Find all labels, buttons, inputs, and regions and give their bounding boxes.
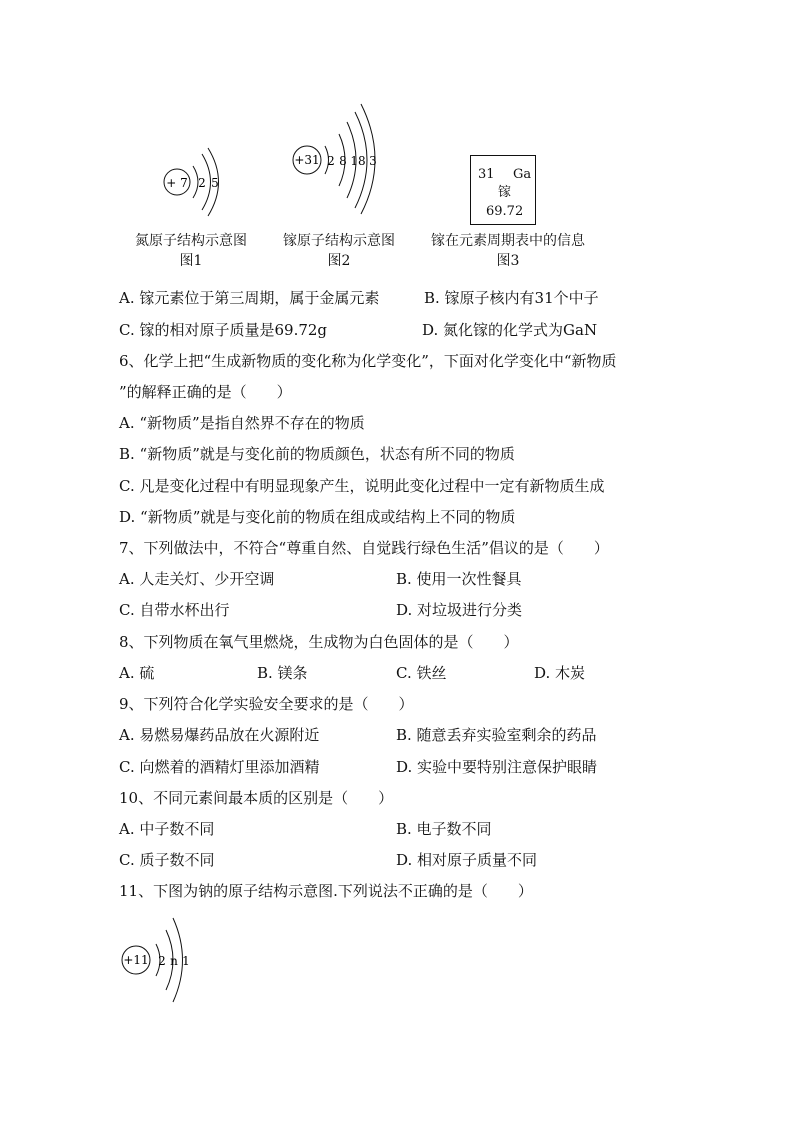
option-d: D. 相对原子质量不同 (396, 851, 538, 869)
atomic-number: 31 (478, 167, 495, 182)
option-a: A. 镓元素位于第三周期，属于金属元素 (119, 289, 380, 307)
question-stem: 7、下列做法中，不符合“尊重自然、自觉践行绿色生活”倡议的是（ ） (119, 539, 609, 557)
question-stem: 6、化学上把“生成新物质的变化称为化学变化”，下面对化学变化中“新物质 (119, 352, 617, 370)
element-symbol: Ga (513, 167, 532, 182)
option-a: A. 中子数不同 (119, 820, 215, 838)
option-c: C. 镓的相对原子质量是69.72g (119, 321, 328, 339)
shell-electrons: 2 (198, 176, 206, 190)
figure-caption: 镓原子结构示意图 (283, 233, 395, 249)
shell-electrons: 2 (327, 154, 335, 168)
option-b: B. “新物质”就是与变化前的物质颜色，状态有所不同的物质 (119, 445, 515, 463)
option-a: A. “新物质”是指自然界不存在的物质 (119, 414, 365, 432)
shell-electrons: 1 (182, 954, 190, 968)
nucleus-charge: +11 (123, 953, 149, 967)
figure-caption: 镓在元素周期表中的信息 (431, 233, 585, 249)
question-stem: 8、下列物质在氧气里燃烧，生成物为白色固体的是（ ） (119, 633, 519, 651)
element-name: 镓 (498, 185, 512, 200)
option-d: D. 对垃圾进行分类 (396, 601, 523, 619)
question-stem: 9、下列符合化学实验安全要求的是（ ） (119, 695, 414, 713)
option-a: A. 人走关灯、少开空调 (119, 570, 275, 588)
figure-caption: 氮原子结构示意图 (135, 233, 247, 249)
option-c: C. 自带水杯出行 (119, 601, 230, 619)
option-b: B. 镁条 (257, 664, 308, 682)
option-c: C. 凡是变化过程中有明显现象产生，说明此变化过程中一定有新物质生成 (119, 477, 605, 495)
option-b: B. 随意丢弃实验室剩余的药品 (396, 726, 597, 744)
option-d: D. “新物质”就是与变化前的物质在组成或结构上不同的物质 (119, 508, 516, 526)
shell-electrons: 3 (369, 154, 377, 168)
periodic-table-cell (470, 155, 536, 225)
option-d: D. 氮化镓的化学式为GaN (422, 321, 598, 339)
atomic-mass: 69.72 (486, 204, 524, 219)
question-stem: 10、不同元素间最本质的区别是（ ） (119, 789, 394, 807)
question-stem: ”的解释正确的是（ ） (119, 383, 292, 401)
option-a: A. 易燃易爆药品放在火源附近 (119, 726, 320, 744)
option-b: B. 镓原子核内有31个中子 (424, 289, 599, 307)
shell-electrons: 5 (211, 176, 219, 190)
shell-electrons: 8 (339, 154, 347, 168)
option-b: B. 电子数不同 (396, 820, 492, 838)
option-c: C. 质子数不同 (119, 851, 215, 869)
shell-electrons: 18 (350, 154, 366, 168)
gallium-atom-diagram (285, 98, 395, 216)
option-c: C. 向燃着的酒精灯里添加酒精 (119, 758, 320, 776)
option-c: C. 铁丝 (396, 664, 447, 682)
figure-label: 图3 (496, 253, 520, 269)
option-b: B. 使用一次性餐具 (396, 570, 522, 588)
option-d: D. 木炭 (534, 664, 586, 682)
question-stem: 11、下图为钠的原子结构示意图.下列说法不正确的是（ ） (119, 882, 533, 900)
shell-electrons: 2 (158, 954, 166, 968)
option-a: A. 硫 (119, 664, 155, 682)
nucleus-charge: +31 (294, 153, 320, 167)
shell-electrons: n (170, 954, 178, 968)
nitrogen-atom-diagram (155, 140, 235, 220)
figure-label: 图1 (179, 253, 203, 269)
figure-label: 图2 (327, 253, 351, 269)
nucleus-charge: + 7 (166, 176, 188, 190)
sodium-atom-diagram (118, 912, 198, 1004)
option-d: D. 实验中要特别注意保护眼睛 (396, 758, 598, 776)
